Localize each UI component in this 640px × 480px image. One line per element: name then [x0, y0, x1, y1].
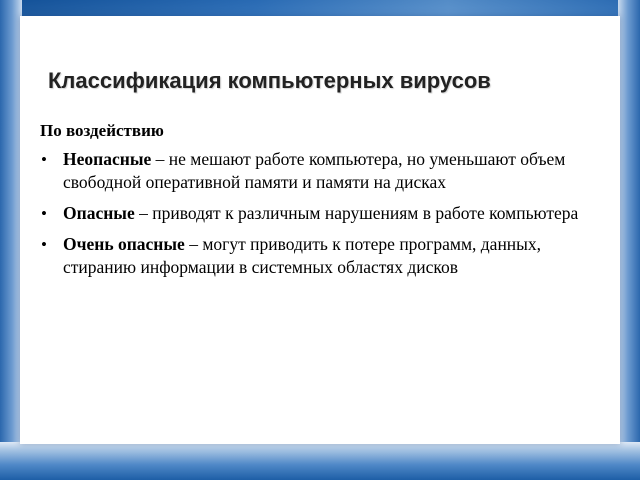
point-text: – не мешают работе компьютера, но уменьшают объем свободной оперативной памяти и памяти на дисках	[63, 149, 566, 192]
list-item	[40, 148, 614, 194]
slide-title: Классификация компьютерных вирусов	[48, 68, 491, 93]
bullet-icon: •	[41, 150, 47, 169]
slide-content	[40, 120, 614, 287]
point-text: – могут приводить к потере программ, данных, стиранию информации в системных областях дисков	[63, 234, 542, 277]
frame-left	[0, 0, 22, 480]
list-item	[40, 202, 614, 225]
frame-bottom	[0, 442, 640, 480]
point-text: – приводят к различным нарушениям в работе компьютера	[134, 203, 579, 223]
bullet-list	[40, 148, 614, 279]
point-term: Опасные	[63, 203, 135, 223]
subheading: По воздействию	[40, 121, 164, 140]
frame-right	[618, 0, 640, 480]
bullet-icon: •	[41, 204, 47, 223]
point-term: Неопасные	[63, 149, 152, 169]
bullet-icon: •	[41, 235, 47, 254]
slide	[20, 16, 620, 444]
point-term: Очень опасные	[63, 234, 185, 254]
list-item	[40, 233, 614, 279]
